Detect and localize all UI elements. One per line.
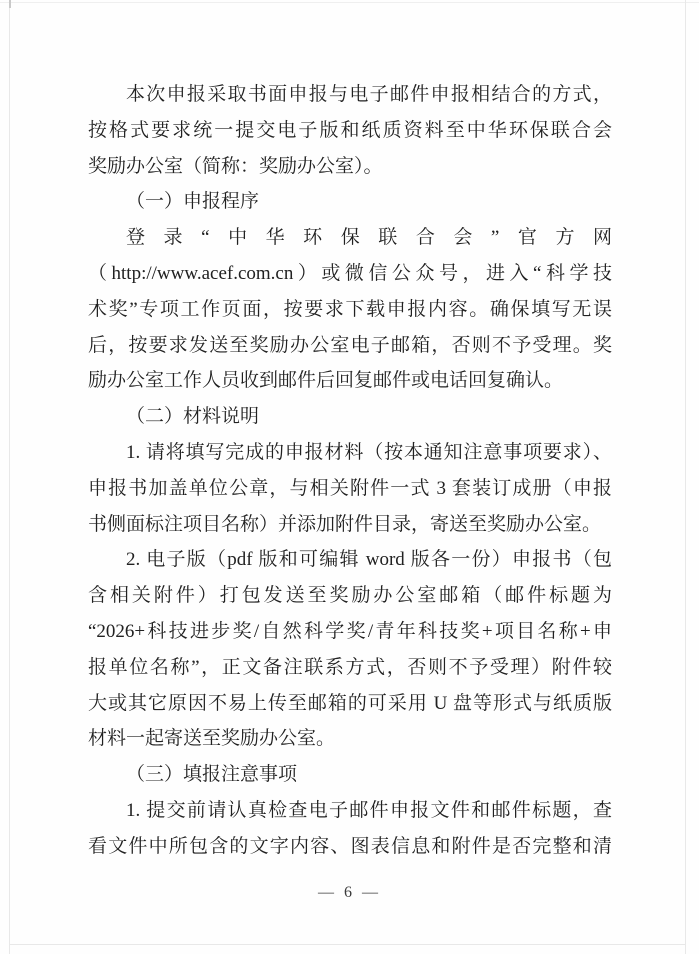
- section-heading: （二）材料说明: [126, 406, 260, 428]
- paragraph-line: 按格式要求统一提交电子版和纸质资料至中华环保联合会: [88, 119, 612, 141]
- paragraph-line: 励办公室工作人员收到邮件后回复邮件或电话回复确认。: [88, 370, 564, 392]
- scan-edge-bottom: [9, 944, 686, 945]
- paragraph-line: 2. 电子版（pdf 版和可编辑 word 版各一份）申报书（包: [126, 549, 612, 571]
- scan-artifact: [9, 0, 11, 8]
- paragraph-line: 后，按要求发送至奖励办公室电子邮箱，否则不予受理。奖: [88, 334, 612, 356]
- paragraph-line: 大或其它原因不易上传至邮箱的可采用 U 盘等形式与纸质版: [88, 692, 612, 714]
- paragraph-line: 申报书加盖单位公章，与相关附件一式 3 套装订成册（申报: [88, 477, 612, 499]
- scan-edge-left: [9, 0, 10, 954]
- paragraph-line: 含相关附件）打包发送至奖励办公室邮箱（邮件标题为: [88, 585, 612, 607]
- paragraph-line: 报单位名称”，正文备注联系方式，否则不予受理）附件较: [88, 656, 612, 678]
- paragraph-line: 登录“中华环保联合会”官方网: [126, 227, 612, 249]
- paragraph-line: 材料一起寄送至奖励办公室。: [88, 728, 336, 750]
- paragraph-line: 本次申报采取书面申报与电子邮件申报相结合的方式，: [126, 84, 612, 105]
- paragraph-line: 1. 请将填写完成的申报材料（按本通知注意事项要求）、: [126, 441, 612, 463]
- page-number: — 6 —: [318, 884, 381, 901]
- paragraph-line: 奖励办公室（简称：奖励办公室）。: [88, 155, 383, 177]
- paragraph-line: 术奖”专项工作页面，按要求下载申报内容。确保填写无误: [88, 298, 612, 320]
- scan-edge-right: [685, 0, 686, 954]
- paragraph-line: “2026+科技进步奖/自然科学奖/青年科技奖+项目名称+申: [88, 620, 612, 642]
- section-heading: （三）填报注意事项: [126, 764, 298, 786]
- paragraph-line: 1. 提交前请认真检查电子邮件申报文件和邮件标题，查: [126, 799, 612, 821]
- paragraph-line: 书侧面标注项目名称）并添加附件目录，寄送至奖励办公室。: [88, 513, 602, 535]
- paragraph-line: （http://www.acef.com.cn）或微信公众号，进入“科学技: [88, 262, 612, 284]
- scan-edge-top: [0, 2, 699, 3]
- paragraph-line: 看文件中所包含的文字内容、图表信息和附件是否完整和清: [88, 835, 612, 857]
- document-body: [88, 77, 612, 865]
- section-heading: （一）申报程序: [126, 191, 260, 213]
